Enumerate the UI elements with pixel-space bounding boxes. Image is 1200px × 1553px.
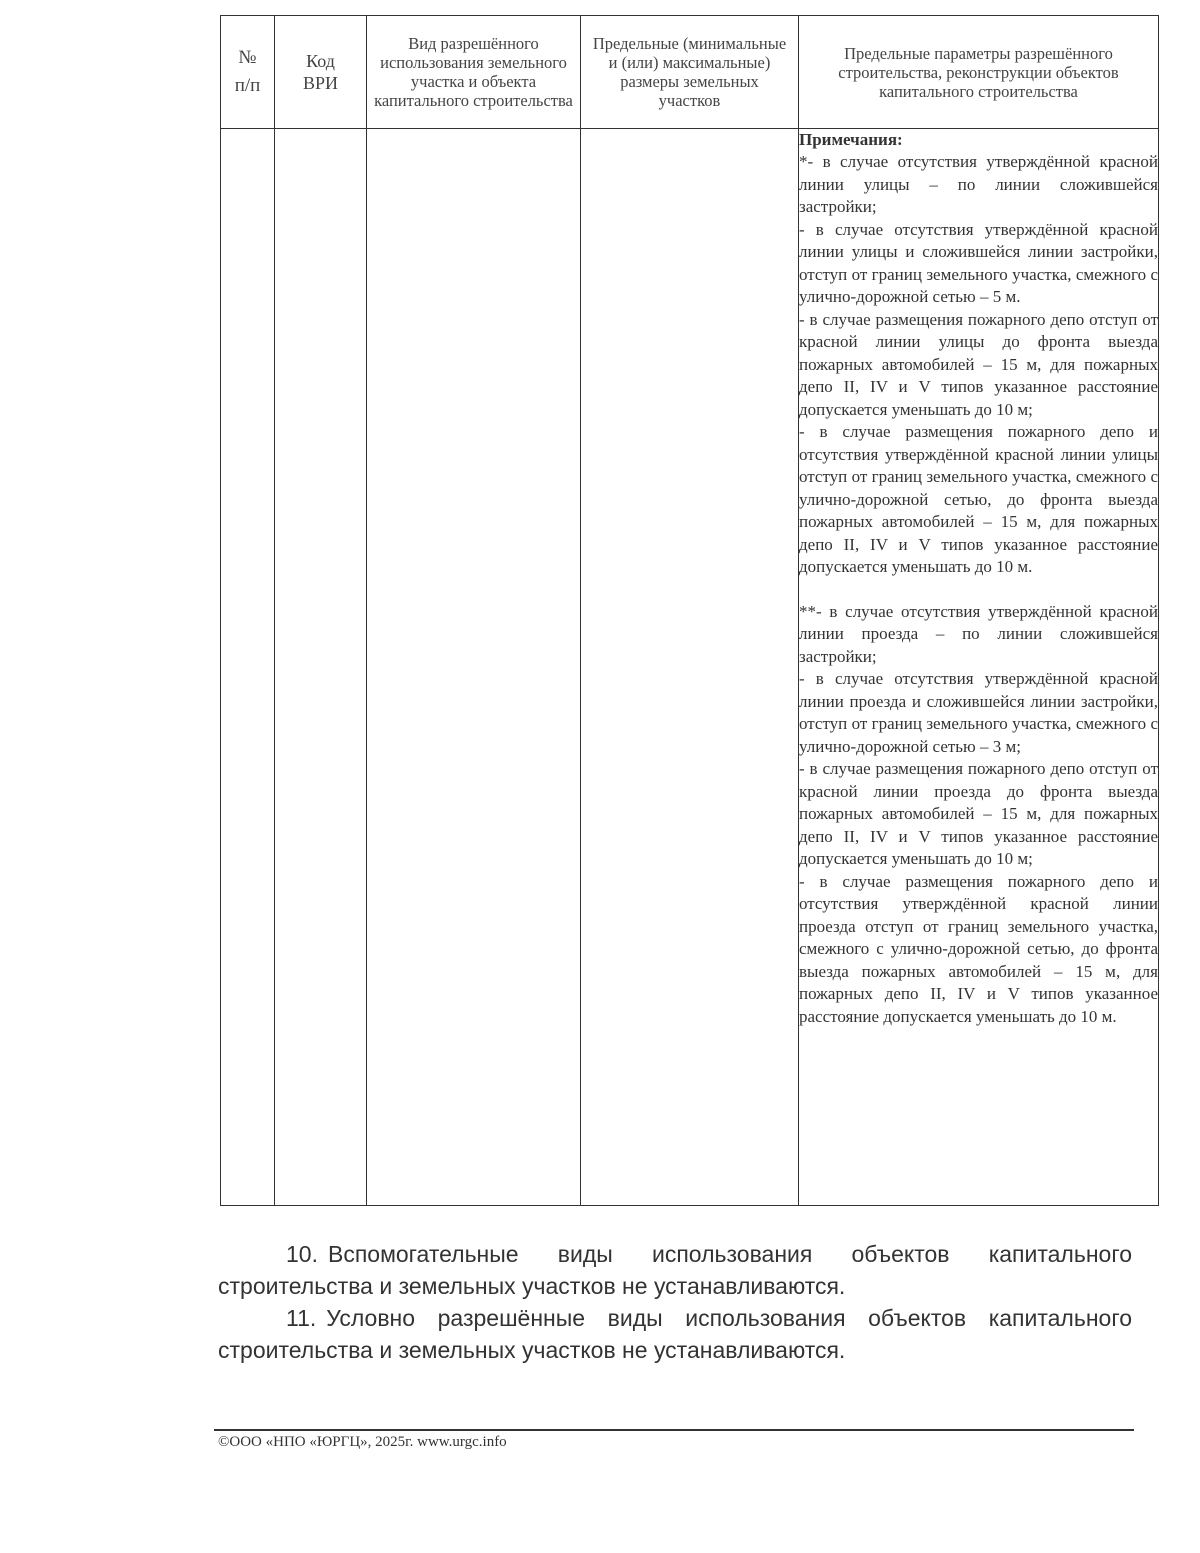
note-item: - в случае размещения пожарного депо отступ от красной линии проезда до фронта выезда пожарных автомобилей – 15 м, для пожарных депо II, IV и V типов указанное расстояние допускается уменьшать до 10 м; (799, 759, 1158, 868)
body-paragraphs (218, 1238, 1132, 1366)
paragraph-number: 10. (286, 1241, 318, 1267)
parameters-table-container (220, 15, 1158, 1206)
header-plot-sizes: Предельные (минимальные и (или) максимальные) размеры земельных участков (581, 16, 799, 129)
cell-number (221, 129, 275, 1206)
table-header-row (221, 16, 1159, 129)
footer-divider (214, 1429, 1134, 1431)
note-item: *- в случае отсутствия утверждённой красной линии улицы – по линии сложившейся застройки; (799, 152, 1158, 216)
paragraph-text: Условно разрешённые виды использования объектов капитального строительства и земельных участков не устанавливаются. (218, 1305, 1132, 1363)
note-item: - в случае отсутствия утверждённой красной линии улицы и сложившейся линии застройки, отступ от границ земельного участка, смежного с улично-дорожной сетью – 5 м. (799, 219, 1158, 306)
note-spacer (799, 579, 1158, 601)
cell-usage-type (367, 129, 581, 1206)
cell-code (275, 129, 367, 1206)
header-build-parameters: Предельные параметры разрешённого строительства, реконструкции объектов капитального строительства (799, 16, 1159, 129)
cell-notes (799, 129, 1159, 1206)
paragraph-10 (218, 1238, 1132, 1302)
note-item: - в случае размещения пожарного депо и отсутствия утверждённой красной линии улицы отступ от границ земельного участка, смежного с улично-дорожной сетью, до фронта выезда пожарных автомобилей – 15 м, для пожарных депо II, IV и V типов указанное расстояние допускается уменьшать до 10 м. (799, 422, 1158, 576)
note-item: - в случае размещения пожарного депо и отсутствия утверждённой красной линии проезда отступ от границ земельного участка, смежного с улично-дорожной сетью, до фронта выезда пожарных автомобилей – 15 м, для пожарных депо II, IV и V типов указанное расстояние допускается уменьшать до 10 м. (799, 871, 1158, 1026)
parameters-table (220, 15, 1159, 1206)
header-usage-type: Вид разрешённого использования земельного участка и объекта капитального строительства (367, 16, 581, 129)
footer-copyright: ©ООО «НПО «ЮРГЦ», 2025г. www.urgc.info (218, 1434, 507, 1450)
paragraph-number: 11. (286, 1305, 317, 1331)
note-item: - в случае отсутствия утверждённой красной линии проезда и сложившейся линии застройки, отступ от границ земельного участка, смежного с улично-дорожной сетью – 3 м; (799, 669, 1158, 756)
paragraph-text: Вспомогательные виды использования объектов капитального строительства и земельных участков не устанавливаются. (218, 1241, 1132, 1299)
notes-title: Примечания: (799, 130, 903, 149)
note-item: **- в случае отсутствия утверждённой красной линии проезда – по линии сложившейся застройки; (799, 601, 1158, 666)
cell-plot-sizes (581, 129, 799, 1206)
paragraph-11 (218, 1302, 1132, 1366)
note-item: - в случае размещения пожарного депо отступ от красной линии улицы до фронта выезда пожарных автомобилей – 15 м, для пожарных депо II, IV и V типов указанное расстояние допускается уменьшать до 10 м; (799, 309, 1158, 419)
header-code: Код ВРИ (275, 16, 367, 129)
table-row (221, 129, 1159, 1206)
header-number: № п/п (221, 16, 275, 129)
